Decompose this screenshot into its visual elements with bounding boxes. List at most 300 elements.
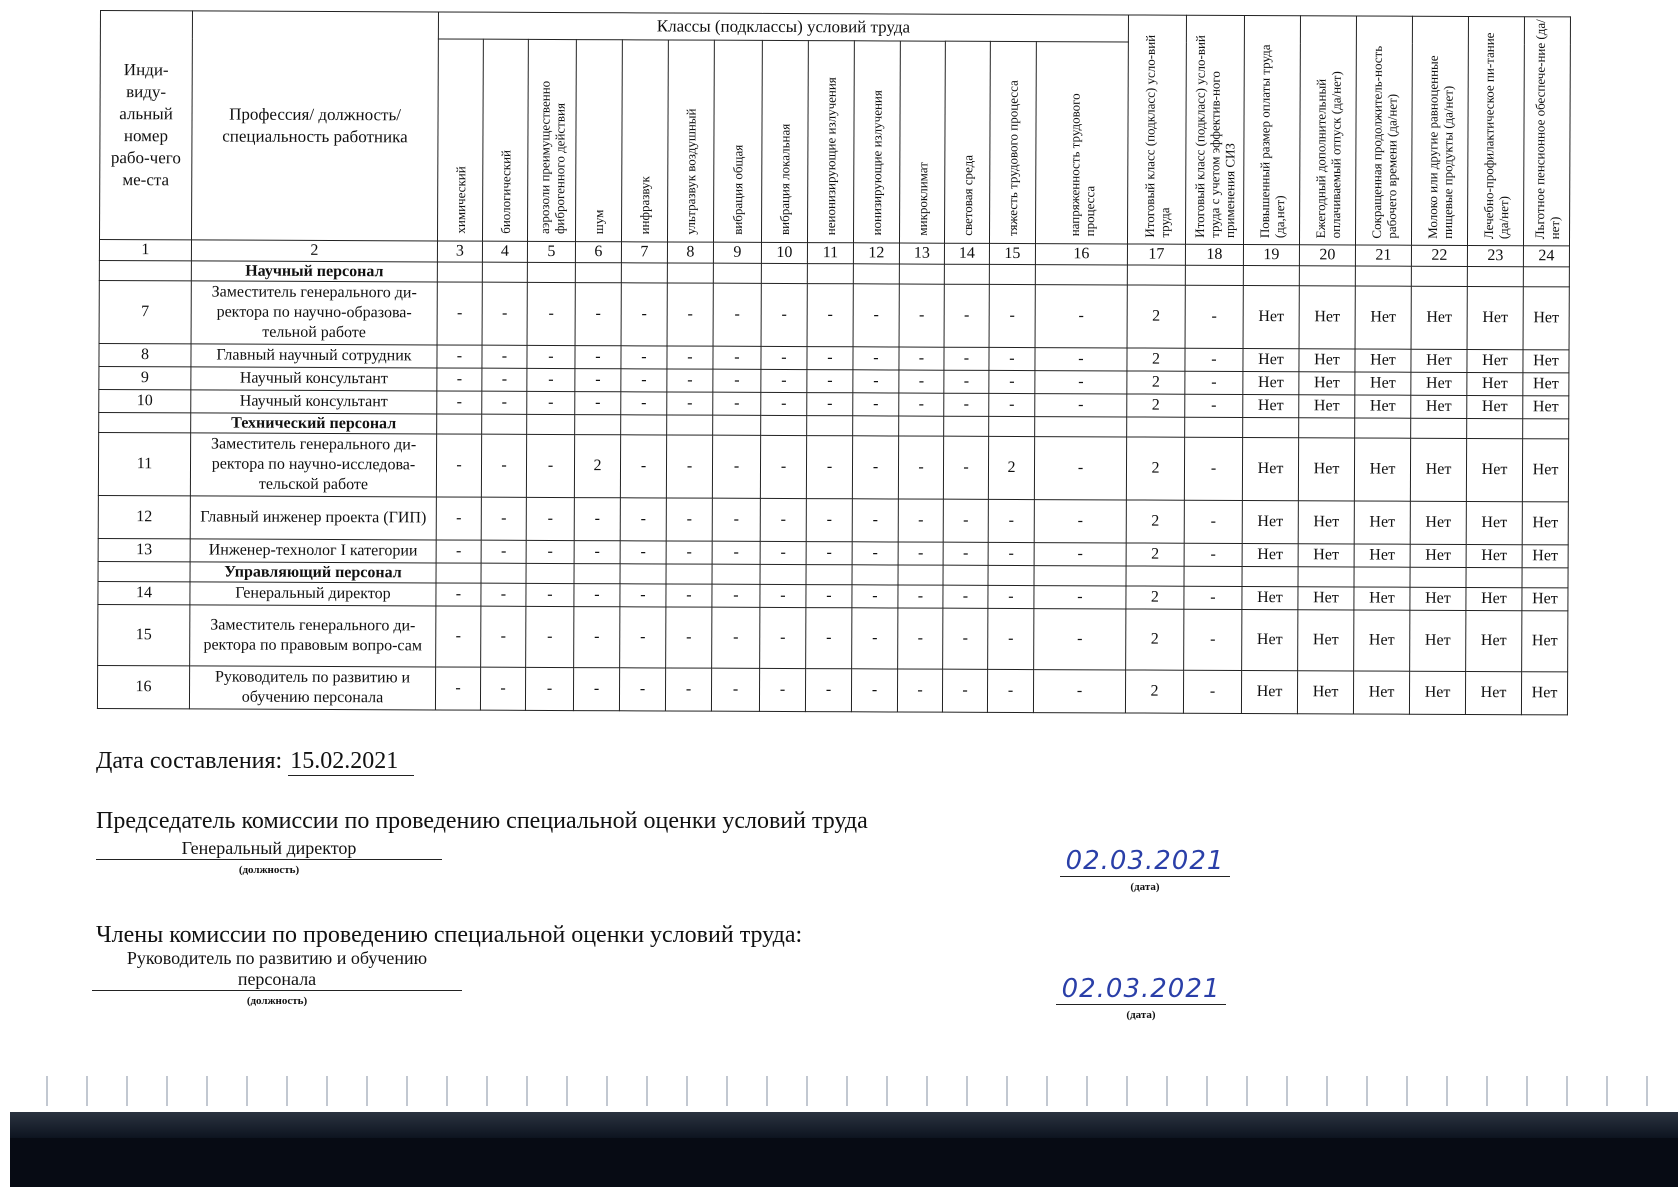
- date-value: 15.02.2021: [288, 748, 414, 776]
- column-number: 20: [1299, 245, 1355, 266]
- factor-class-cell: -: [944, 347, 989, 370]
- section-empty-cell: [437, 414, 482, 434]
- factor-class-cell: -: [526, 497, 574, 540]
- factor-class-cell: -: [527, 282, 575, 345]
- section-empty-cell: [1299, 266, 1355, 286]
- header-extra-col: Итоговый класс (подкласс) усло-вий труда с учетом эффектив-ного применения СИЗ: [1185, 15, 1244, 244]
- factor-class-cell: -: [620, 584, 666, 607]
- factor-class-cell: -: [481, 540, 526, 563]
- result-cell: Нет: [1410, 610, 1466, 671]
- section-empty-cell: [898, 565, 943, 585]
- section-empty-cell: [1523, 267, 1569, 287]
- result-cell: -: [1184, 543, 1242, 566]
- header-factor-col: ультразвук воздушный: [667, 40, 714, 242]
- factor-class-cell: -: [807, 370, 853, 393]
- factor-class-cell: -: [667, 283, 713, 346]
- factor-class-cell: -: [987, 669, 1033, 712]
- result-cell: Нет: [1465, 671, 1521, 714]
- factor-class-cell: -: [575, 346, 621, 369]
- result-cell: Нет: [1298, 438, 1354, 501]
- result-cell: Нет: [1409, 671, 1465, 714]
- result-cell: Нет: [1467, 372, 1523, 395]
- factor-class-cell: -: [807, 393, 853, 416]
- factor-class-cell: -: [575, 369, 621, 392]
- section-empty-cell: [1184, 566, 1242, 586]
- factor-class-cell: -: [1034, 609, 1126, 670]
- section-empty-cell: [1467, 418, 1523, 438]
- factor-class-cell: -: [574, 498, 620, 541]
- section-empty-cell: [574, 564, 620, 584]
- section-empty-cell: [575, 415, 621, 435]
- header-factor-col: неионизирующие излучения: [807, 41, 854, 243]
- factor-class-cell: -: [944, 370, 989, 393]
- factor-class-cell: -: [899, 370, 944, 393]
- factor-class-cell: -: [526, 606, 574, 667]
- result-cell: Нет: [1411, 349, 1467, 372]
- factor-class-cell: -: [988, 499, 1034, 542]
- factor-class-cell: -: [760, 541, 806, 564]
- factor-class-cell: -: [761, 369, 807, 392]
- result-cell: -: [1185, 285, 1243, 348]
- factor-class-cell: -: [525, 667, 573, 710]
- factor-class-cell: -: [1035, 285, 1127, 348]
- section-empty-cell: [807, 416, 853, 436]
- factor-class-cell: -: [620, 607, 666, 668]
- section-empty-cell: [621, 415, 667, 435]
- factor-class-cell: -: [898, 499, 943, 542]
- position-caption: (должность): [238, 864, 300, 876]
- section-empty-cell: [1242, 566, 1298, 586]
- result-cell: Нет: [1354, 438, 1410, 501]
- result-cell: -: [1184, 500, 1242, 543]
- section-empty-cell: [666, 564, 712, 584]
- factor-class-cell: -: [526, 434, 574, 497]
- factor-class-cell: -: [806, 542, 852, 565]
- header-factor-col: аэрозоли преимущественно фиброгенного действия: [527, 39, 576, 241]
- result-cell: 2: [1126, 586, 1184, 609]
- result-cell: Нет: [1467, 349, 1523, 372]
- result-cell: Нет: [1411, 372, 1467, 395]
- header-workplace-number: Инди-виду-альный номер рабо-чего ме-ста: [99, 11, 192, 240]
- factor-class-cell: -: [666, 498, 712, 541]
- section-empty-cell: [988, 565, 1034, 585]
- section-empty-cell: [1127, 417, 1185, 437]
- factor-class-cell: -: [1034, 500, 1126, 543]
- result-cell: Нет: [1466, 544, 1522, 567]
- factor-class-cell: -: [482, 345, 527, 368]
- header-extra-col: Сокращенная продолжитель-ность рабочего времени (да/нет): [1355, 16, 1412, 245]
- header-extra-col: Льготное пенсионное обеспече-ние (да/нет): [1523, 17, 1570, 246]
- result-cell: 2: [1127, 394, 1185, 417]
- factor-class-cell: -: [526, 540, 574, 563]
- result-cell: Нет: [1355, 349, 1411, 372]
- result-cell: Нет: [1466, 587, 1522, 610]
- section-empty-cell: [944, 264, 989, 284]
- section-empty-cell: [1126, 566, 1184, 586]
- header-extra-col: Итоговый класс (подкласс) усло-вий труда: [1127, 15, 1186, 244]
- result-cell: Нет: [1243, 348, 1299, 371]
- members-title: Члены комиссии по проведению специальной оценки условий труда:: [96, 922, 803, 948]
- section-empty-cell: [667, 415, 713, 435]
- factor-class-cell: -: [481, 606, 526, 667]
- section-empty-cell: [1298, 567, 1354, 587]
- factor-class-cell: -: [621, 346, 667, 369]
- header-factor-col: химический: [437, 39, 483, 241]
- result-cell: Нет: [1355, 395, 1411, 418]
- column-number: 6: [575, 242, 621, 263]
- table-row: [99, 280, 1569, 349]
- header-extra-col: Молоко или другие равноценные пищевые продукты (да/нет): [1411, 16, 1468, 245]
- factor-class-cell: -: [437, 391, 482, 414]
- factor-class-cell: -: [573, 668, 619, 711]
- factor-class-cell: -: [481, 434, 526, 497]
- header-factor-col: ионизирующие излучения: [853, 41, 900, 243]
- factor-class-cell: -: [989, 393, 1035, 416]
- result-cell: Нет: [1521, 672, 1567, 715]
- factor-class-cell: -: [480, 667, 525, 710]
- result-cell: -: [1185, 371, 1243, 394]
- result-cell: Нет: [1243, 285, 1299, 348]
- chair-title: Председатель комиссии по проведению специальной оценки условий труда: [96, 808, 868, 834]
- chair-position-block: [96, 838, 442, 876]
- factor-class-cell: -: [436, 583, 481, 606]
- factor-class-cell: -: [621, 369, 667, 392]
- section-title: Научный персонал: [191, 261, 437, 282]
- factor-class-cell: -: [944, 393, 989, 416]
- factor-class-cell: -: [806, 608, 852, 669]
- factor-class-cell: -: [436, 540, 481, 563]
- header-extra-col: Повышенный размер оплаты труда (да,нет): [1243, 15, 1300, 244]
- section-empty-cell: [989, 416, 1035, 436]
- compilation-date: [96, 748, 414, 776]
- profession-cell: Научный консультант: [191, 390, 437, 414]
- section-empty-cell: [1410, 567, 1466, 587]
- factor-class-cell: -: [899, 393, 944, 416]
- factor-class-cell: -: [943, 436, 988, 499]
- factor-class-cell: -: [853, 347, 899, 370]
- section-empty-cell: [99, 260, 191, 280]
- member-position-block: [92, 948, 462, 1007]
- column-number: 14: [944, 243, 989, 264]
- column-number: 19: [1243, 244, 1299, 265]
- section-empty-cell: [807, 264, 853, 284]
- result-cell: Нет: [1298, 587, 1354, 610]
- factor-class-cell: -: [988, 542, 1034, 565]
- header-factor-col: световая среда: [944, 41, 990, 243]
- factor-class-cell: -: [807, 284, 853, 347]
- section-empty-cell: [761, 263, 807, 283]
- factor-class-cell: -: [1033, 670, 1125, 713]
- workplace-number: 11: [98, 432, 190, 495]
- working-conditions-table: [97, 10, 1571, 715]
- result-cell: Нет: [1522, 439, 1568, 502]
- profession-cell: Главный научный сотрудник: [191, 344, 437, 368]
- section-empty-cell: [1243, 265, 1299, 285]
- header-factor-col: биологический: [482, 39, 528, 241]
- factor-class-cell: -: [482, 368, 527, 391]
- factor-class-cell: -: [807, 347, 853, 370]
- factor-class-cell: -: [1034, 437, 1126, 500]
- result-cell: Нет: [1466, 438, 1522, 501]
- result-cell: 2: [1126, 437, 1184, 500]
- section-empty-cell: [852, 565, 898, 585]
- factor-class-cell: -: [713, 369, 761, 392]
- factor-class-cell: -: [574, 541, 620, 564]
- factor-class-cell: -: [620, 541, 666, 564]
- column-number: 1: [99, 240, 191, 261]
- result-cell: Нет: [1297, 671, 1353, 714]
- column-number: 12: [853, 243, 899, 264]
- table-row: [98, 495, 1568, 544]
- factor-class-cell: -: [806, 585, 852, 608]
- section-empty-cell: [1185, 417, 1243, 437]
- factor-class-cell: -: [805, 669, 851, 712]
- result-cell: Нет: [1355, 286, 1411, 349]
- result-cell: Нет: [1355, 372, 1411, 395]
- header-extra-col: Ежегодный дополнительный оплачиваемый отпуск (да/нет): [1299, 16, 1356, 245]
- factor-class-cell: -: [667, 369, 713, 392]
- factor-class-cell: -: [852, 608, 898, 669]
- result-cell: Нет: [1523, 373, 1569, 396]
- factor-class-cell: -: [621, 392, 667, 415]
- result-cell: Нет: [1242, 437, 1298, 500]
- column-number: 2: [191, 240, 437, 262]
- section-empty-cell: [1466, 567, 1522, 587]
- result-cell: Нет: [1242, 586, 1298, 609]
- factor-class-cell: -: [989, 284, 1035, 347]
- result-cell: Нет: [1299, 395, 1355, 418]
- factor-class-cell: -: [575, 283, 621, 346]
- section-empty-cell: [1127, 265, 1185, 285]
- chair-date-block: [1060, 846, 1230, 893]
- factor-class-cell: -: [1034, 543, 1126, 566]
- factor-class-cell: -: [943, 585, 988, 608]
- section-empty-cell: [436, 563, 481, 583]
- factor-class-cell: -: [761, 283, 807, 346]
- profession-cell: Руководитель по развитию и обучению персонала: [189, 666, 435, 710]
- factor-class-cell: -: [760, 435, 806, 498]
- factor-class-cell: -: [899, 347, 944, 370]
- section-empty-cell: [1467, 266, 1523, 286]
- column-number: 4: [482, 241, 527, 262]
- result-cell: Нет: [1522, 545, 1568, 568]
- factor-class-cell: -: [436, 606, 481, 667]
- column-number: 22: [1411, 245, 1467, 266]
- member-position-line1: Руководитель по развитию и обучению: [126, 948, 428, 968]
- date-label: Дата составления:: [96, 748, 283, 774]
- factor-class-cell: -: [1035, 348, 1127, 371]
- header-factor-col: вибрация локальная: [761, 40, 808, 242]
- factor-class-cell: -: [898, 542, 943, 565]
- section-empty-cell: [943, 565, 988, 585]
- section-empty-cell: [1035, 417, 1127, 437]
- workplace-number: 13: [98, 538, 190, 561]
- result-cell: Нет: [1298, 501, 1354, 544]
- binding-perforation: [10, 1076, 1680, 1106]
- binding-edge: [10, 1076, 1680, 1187]
- section-empty-cell: [899, 264, 944, 284]
- factor-class-cell: -: [988, 608, 1034, 669]
- result-cell: Нет: [1298, 544, 1354, 567]
- factor-class-cell: -: [666, 607, 712, 668]
- column-number: 7: [621, 242, 667, 263]
- section-empty-cell: [1035, 265, 1127, 285]
- factor-class-cell: -: [527, 345, 575, 368]
- factor-class-cell: -: [759, 668, 805, 711]
- factor-class-cell: -: [620, 435, 666, 498]
- factor-class-cell: -: [942, 669, 987, 712]
- header-factor-col: вибрация общая: [713, 40, 762, 242]
- profession-cell: Главный инженер проекта (ГИП): [190, 496, 436, 540]
- factor-class-cell: -: [712, 435, 760, 498]
- result-cell: Нет: [1354, 501, 1410, 544]
- factor-class-cell: -: [713, 283, 761, 346]
- position-caption: (должность): [246, 995, 308, 1007]
- result-cell: Нет: [1411, 395, 1467, 418]
- factor-class-cell: -: [666, 541, 712, 564]
- column-number: 10: [761, 242, 807, 263]
- workplace-number: 8: [99, 343, 191, 366]
- result-cell: 2: [1126, 500, 1184, 543]
- date-caption: (дата): [1126, 1009, 1156, 1021]
- section-empty-cell: [620, 564, 666, 584]
- section-empty-cell: [481, 563, 526, 583]
- section-empty-cell: [1522, 568, 1568, 588]
- factor-class-cell: -: [1034, 586, 1126, 609]
- profession-cell: Научный консультант: [191, 367, 437, 391]
- result-cell: -: [1184, 586, 1242, 609]
- factor-class-cell: -: [898, 608, 943, 669]
- factor-class-cell: -: [806, 499, 852, 542]
- factor-class-cell: -: [482, 282, 527, 345]
- chair-signed-date: 02.03.2021: [1060, 846, 1230, 877]
- factor-class-cell: -: [898, 436, 943, 499]
- result-cell: Нет: [1353, 671, 1409, 714]
- table-row: [97, 665, 1567, 714]
- workplace-number: 9: [99, 366, 191, 389]
- table-row: [98, 432, 1568, 501]
- header-factor-col: тяжесть трудового процесса: [989, 41, 1036, 243]
- result-cell: Нет: [1299, 372, 1355, 395]
- section-empty-cell: [806, 565, 852, 585]
- factor-class-cell: -: [481, 583, 526, 606]
- result-cell: Нет: [1243, 371, 1299, 394]
- factor-class-cell: -: [944, 284, 989, 347]
- result-cell: Нет: [1410, 544, 1466, 567]
- factor-class-cell: -: [436, 434, 481, 497]
- section-empty-cell: [575, 263, 621, 283]
- section-empty-cell: [527, 414, 575, 434]
- workplace-number: 15: [98, 604, 190, 665]
- section-empty-cell: [944, 416, 989, 436]
- result-cell: Нет: [1242, 543, 1298, 566]
- header-conditions-group: Классы (подклассы) условий труда: [438, 12, 1128, 42]
- column-number: 16: [1035, 244, 1127, 265]
- column-number: 3: [437, 241, 482, 262]
- result-cell: 2: [1126, 609, 1184, 670]
- factor-class-cell: -: [943, 608, 988, 669]
- factor-class-cell: -: [988, 585, 1034, 608]
- result-cell: Нет: [1354, 587, 1410, 610]
- section-empty-cell: [761, 415, 807, 435]
- column-number: 5: [527, 241, 575, 262]
- result-cell: -: [1183, 670, 1241, 713]
- factor-class-cell: -: [621, 283, 667, 346]
- factor-class-cell: -: [713, 392, 761, 415]
- result-cell: Нет: [1242, 500, 1298, 543]
- section-empty-cell: [1299, 418, 1355, 438]
- result-cell: Нет: [1410, 438, 1466, 501]
- factor-class-cell: -: [437, 368, 482, 391]
- result-cell: 2: [1127, 285, 1185, 348]
- section-empty-cell: [713, 415, 761, 435]
- section-empty-cell: [482, 262, 527, 282]
- scan-shadow: [10, 1138, 1678, 1187]
- profession-cell: Инженер-технолог I категории: [190, 539, 436, 563]
- factor-class-cell: -: [989, 347, 1035, 370]
- factor-class-cell: -: [481, 497, 526, 540]
- factor-class-cell: -: [989, 370, 1035, 393]
- result-cell: Нет: [1522, 588, 1568, 611]
- section-empty-cell: [98, 561, 190, 581]
- result-cell: Нет: [1523, 287, 1569, 350]
- factor-class-cell: -: [574, 607, 620, 668]
- section-empty-cell: [1355, 418, 1411, 438]
- section-empty-cell: [1411, 266, 1467, 286]
- factor-class-cell: -: [712, 541, 760, 564]
- section-title: Технический персонал: [191, 413, 437, 434]
- section-empty-cell: [1355, 266, 1411, 286]
- result-cell: Нет: [1467, 286, 1523, 349]
- result-cell: Нет: [1299, 349, 1355, 372]
- factor-class-cell: -: [666, 584, 712, 607]
- factor-class-cell: -: [852, 542, 898, 565]
- header-factor-col: инфразвук: [621, 40, 668, 242]
- table-row: [98, 604, 1568, 671]
- result-cell: Нет: [1467, 395, 1523, 418]
- column-number: 8: [667, 242, 713, 263]
- profession-cell: Заместитель генерального ди-ректора по правовым вопро-сам: [190, 605, 436, 667]
- workplace-number: 12: [98, 495, 190, 538]
- chair-position: Генеральный директор: [96, 838, 442, 860]
- factor-class-cell: -: [761, 392, 807, 415]
- result-cell: 2: [1125, 670, 1183, 713]
- workplace-number: 10: [99, 389, 191, 412]
- section-empty-cell: [760, 564, 806, 584]
- result-cell: Нет: [1354, 610, 1410, 671]
- member-signed-date: 02.03.2021: [1056, 974, 1226, 1005]
- result-cell: -: [1184, 437, 1242, 500]
- factor-class-cell: -: [437, 282, 482, 345]
- factor-class-cell: -: [943, 499, 988, 542]
- result-cell: Нет: [1354, 544, 1410, 567]
- factor-class-cell: -: [436, 497, 481, 540]
- factor-class-cell: -: [1035, 394, 1127, 417]
- factor-class-cell: -: [482, 391, 527, 414]
- result-cell: Нет: [1466, 501, 1522, 544]
- column-number: 23: [1467, 245, 1523, 266]
- factor-class-cell: -: [806, 436, 852, 499]
- factor-class-cell: -: [760, 584, 806, 607]
- factor-class-cell: -: [527, 368, 575, 391]
- result-cell: Нет: [1522, 502, 1568, 545]
- factor-class-cell: -: [619, 668, 665, 711]
- header-factor-col: микроклимат: [899, 41, 945, 243]
- column-number: 11: [807, 243, 853, 264]
- member-date-block: [1056, 974, 1226, 1021]
- result-cell: 2: [1126, 543, 1184, 566]
- result-cell: Нет: [1410, 501, 1466, 544]
